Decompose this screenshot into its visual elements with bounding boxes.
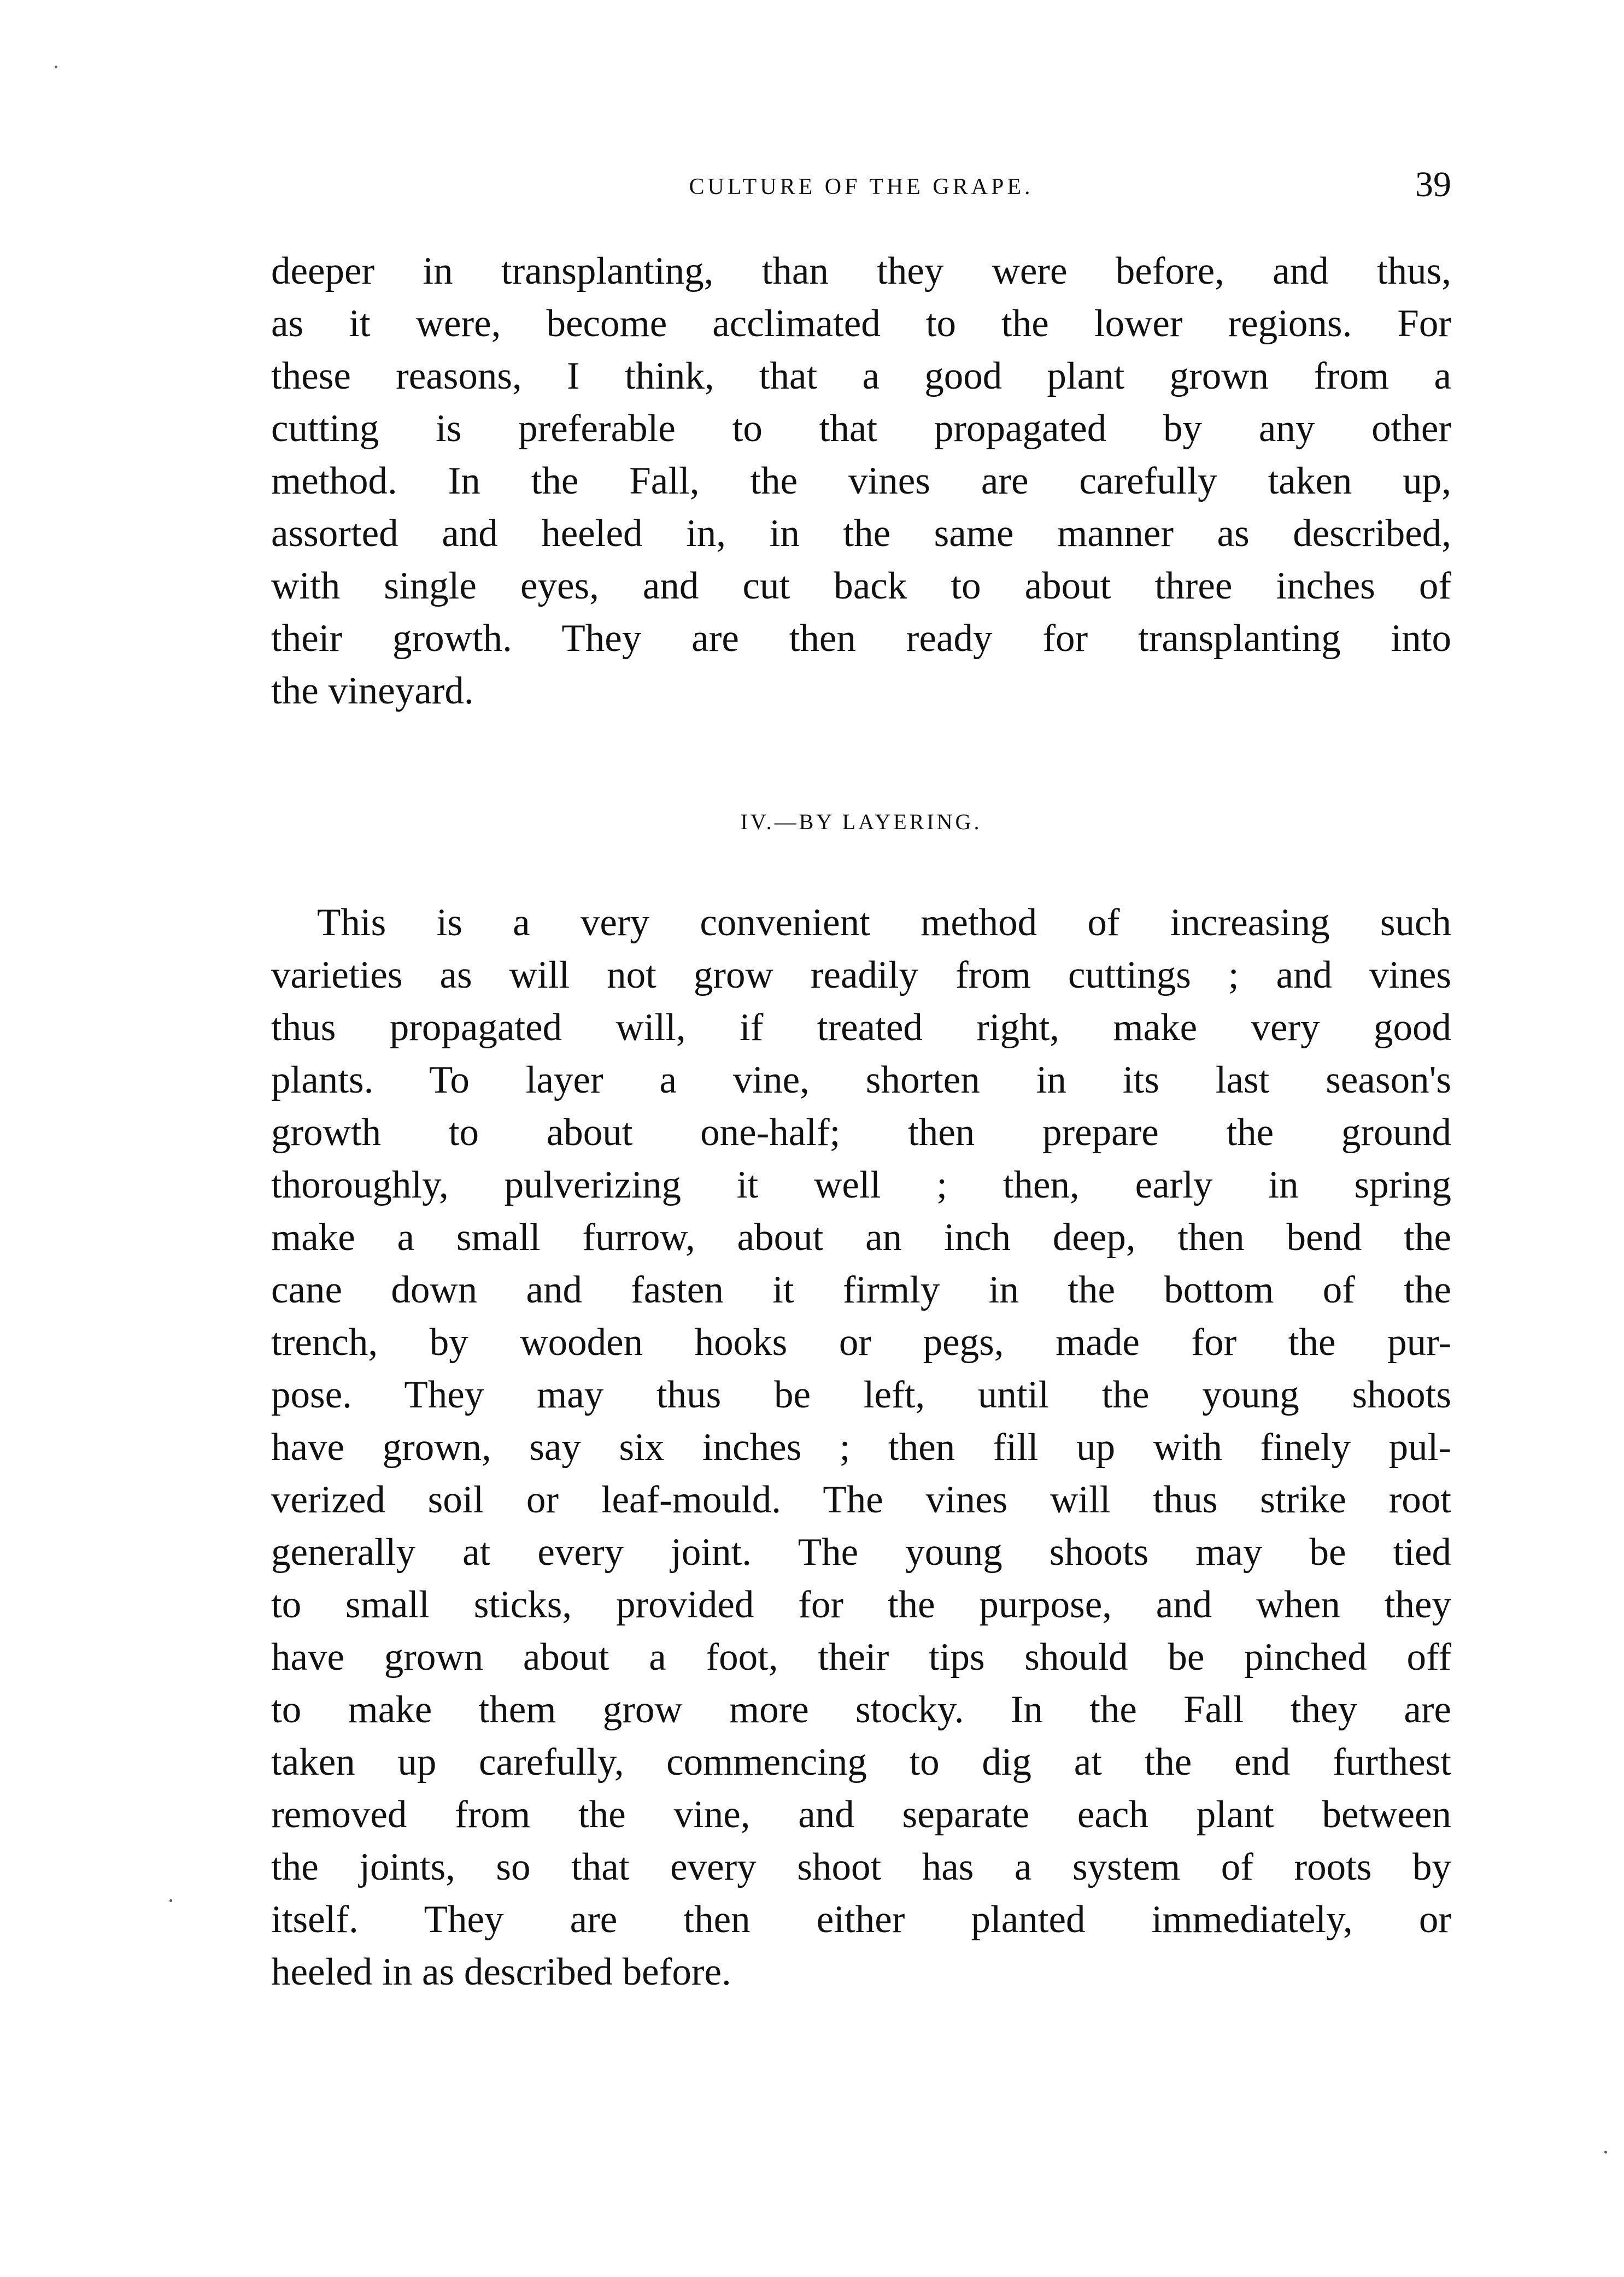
text-line: to small sticks, provided for the purpose, and when they (271, 1583, 1451, 1626)
text-line: verized soil or leaf-mould. The vines will thus strike root (271, 1478, 1451, 1521)
text-line: as it were, become acclimated to the lower regions. For (271, 302, 1451, 345)
text-line: itself. They are then either planted immediately, or (271, 1898, 1451, 1941)
text-line: the joints, so that every shoot has a system of roots by (271, 1846, 1451, 1888)
text-line: the vineyard. (271, 670, 474, 712)
text-line: growth to about one-half; then prepare the ground (271, 1111, 1451, 1154)
text-line: make a small furrow, about an inch deep, then bend the (271, 1216, 1451, 1259)
text-line: thoroughly, pulverizing it well ; then, early in spring (271, 1164, 1451, 1206)
scan-speck (1604, 2151, 1607, 2153)
text-line: assorted and heeled in, in the same manner as described, (271, 512, 1451, 555)
paragraph-1 (271, 245, 1451, 717)
text-line: to make them grow more stocky. In the Fall they are (271, 1688, 1451, 1731)
scan-speck (169, 1899, 172, 1902)
text-line: with single eyes, and cut back to about three inches of (271, 565, 1451, 607)
running-title: CULTURE OF THE GRAPE. (689, 174, 1034, 199)
text-line: trench, by wooden hooks or pegs, made for the pur- (271, 1321, 1451, 1364)
text-line: taken up carefully, commencing to dig at the end furthest (271, 1741, 1451, 1783)
running-head (271, 164, 1451, 208)
text-line: these reasons, I think, that a good plant grown from a (271, 355, 1451, 397)
text-line: thus propagated will, if treated right, make very good (271, 1006, 1451, 1049)
text-line: have grown, say six inches ; then fill up with finely pul- (271, 1426, 1451, 1469)
text-line: pose. They may thus be left, until the young shoots (271, 1374, 1451, 1416)
paragraph-2 (271, 896, 1451, 1998)
text-line: heeled in as described before. (271, 1951, 731, 1993)
text-line: their growth. They are then ready for transplanting into (271, 617, 1451, 660)
text-line: removed from the vine, and separate each plant between (271, 1793, 1451, 1836)
text-line: varieties as will not grow readily from cuttings ; and vines (271, 954, 1451, 996)
text-line: This is a very convenient method of increasing such (317, 901, 1451, 944)
text-line: generally at every joint. The young shoots may be tied (271, 1531, 1451, 1574)
scan-speck (55, 66, 57, 68)
text-line: cutting is preferable to that propagated by any other (271, 407, 1451, 450)
text-line: method. In the Fall, the vines are carefully taken up, (271, 460, 1451, 502)
text-line: cane down and fasten it firmly in the bottom of the (271, 1269, 1451, 1311)
section-heading: IV.—BY LAYERING. (740, 809, 982, 834)
text-line: deeper in transplanting, than they were before, and thus, (271, 250, 1451, 292)
text-line: plants. To layer a vine, shorten in its last season's (271, 1059, 1451, 1101)
page-number: 39 (1415, 165, 1451, 204)
text-line: have grown about a foot, their tips should be pinched off (271, 1636, 1451, 1679)
